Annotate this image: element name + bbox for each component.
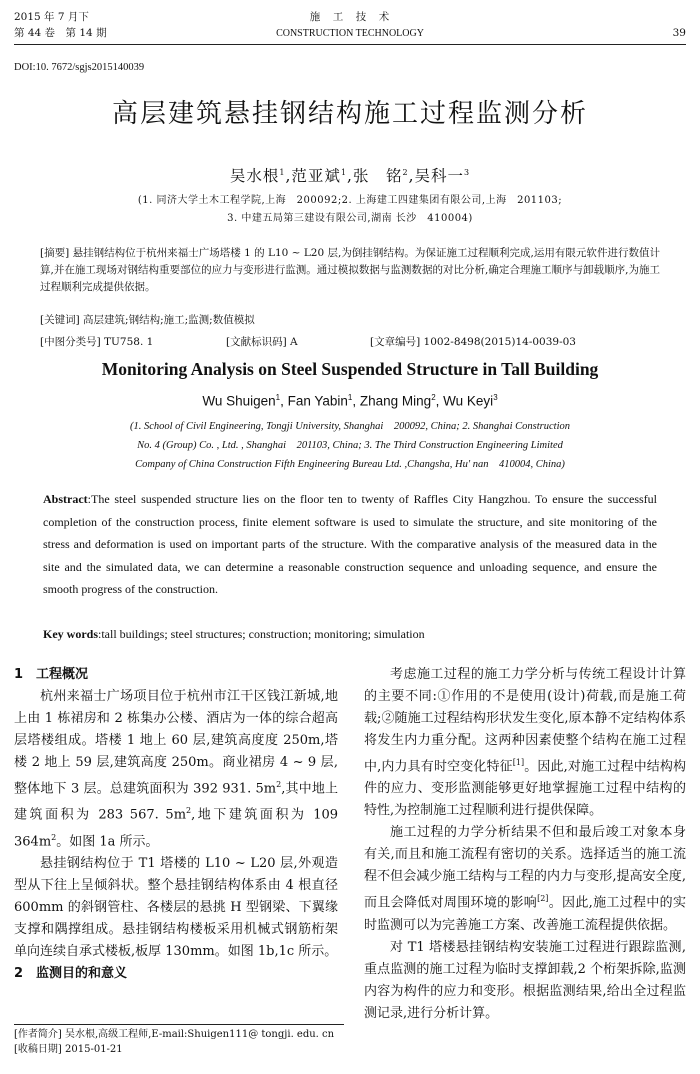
s1p1-d: 。如图 1a 所示。 (56, 833, 159, 849)
abstract-cn-text: 悬挂钢结构位于杭州来福士广场塔楼 1 的 L10 ~ L20 层,为倒挂钢结构。为保证施工过程顺利完成,运用有限元软件进行数值计算,并在施工现场对钢结构重要部位的应力与变形进行监测。通过模拟数据与监测数据的对比分析,确定合理施工顺序与卸载顺序,为施工过程顺利完成提供依据。 (40, 247, 660, 293)
keywords-cn (40, 312, 660, 329)
s1p1-sup3: 2 (51, 832, 57, 842)
abstract-cn (40, 245, 660, 296)
footnote-author-text: 吴水根,高级工程师,E-mail:Shuigen111@ tongji. edu. cn (65, 1029, 335, 1040)
author-en-3-sup: 2 (431, 393, 436, 402)
affiliation-cn-line1: (1. 同济大学土木工程学院,上海 200092;2. 上海建工四建集团有限公司,上海 201103; (137, 195, 563, 206)
article-number (370, 334, 576, 349)
clc-label: [中图分类号] (40, 336, 101, 348)
doc-label: [文献标识码] (226, 336, 287, 348)
author-en-2-sup: 1 (347, 393, 353, 402)
s1p1-a: 杭州来福士广场项目位于杭州市江干区钱江新城,地上由 1 栋裙房和 2 栋集办公楼、酒店为一体的综合超高层塔楼组成。塔楼 1 地上 60 层,建筑高度度 250m,塔楼 2 地上 59 层,建筑高度 250m。商业裙房 4 ~ 9 层,整体地下 3 层。总建筑面积为 392 931. 5m (14, 689, 338, 797)
author-cn-1: 吴水根 (229, 167, 280, 185)
affiliation-en-line1: (1. School of Civil Engineering, Tongji University, Shanghai 200092, China; 2. Shanghai Construction (129, 421, 571, 432)
header-volume: 第 44 卷 第 14 期 (14, 27, 107, 39)
abstract-en-label: Abstract (43, 492, 88, 506)
s1p1-b: ,其中地上建筑面积为 283 567. 5m (14, 781, 338, 823)
keywords-en (43, 624, 657, 644)
footnote-author-label: [作者简介] (14, 1029, 62, 1040)
s1p1-c: ,地下建筑面积为 109 364m (14, 807, 339, 849)
header-journal-cn: 施 工 技 术 (309, 11, 391, 23)
doi: DOI:10. 7672/sgjs2015140039 (14, 62, 145, 73)
abstract-cn-label: [摘要] (40, 247, 70, 259)
author-cn-3-sup: 2 (402, 167, 409, 177)
doc-value: A (290, 336, 298, 348)
left-column (14, 664, 338, 985)
s2p1-ref: [1] (512, 758, 525, 767)
affiliation-en-line2: No. 4 (Group) Co. , Ltd. , Shanghai 201103, China; 3. The Third Construction Engineering Limited (137, 440, 563, 451)
authors-en: Wu Shuigen$^1$, Fan Yabin$^1$, Zhang Ming$^2$, Wu Keyi$^3$ (202, 393, 498, 409)
article-value: 1002-8498(2015)14-0039-03 (423, 336, 576, 348)
s2p2-a: 施工过程的力学分析结果不但和最后竣工对象本身有关,而且和施工流程有密切的关系。选择适当的施工流程不但会减少施工结构与工程的内力与变形,提高安全度,而且会降低对周围环境的影响 (364, 825, 686, 911)
section2-paragraph3: 对 T1 塔楼悬挂钢结构安装施工过程进行跟踪监测,重点监测的施工过程为临时支撑卸载,2 个桁架拆除,监测内容为构件的应力和变形。根据监测结果,给出全过程监测记录,进行分析计算。 (364, 939, 686, 1021)
right-column (364, 664, 686, 1025)
author-en-4-sup: 3 (493, 393, 498, 402)
footnote-received-text: 2015-01-21 (65, 1044, 123, 1055)
s1p1-sup1: 2 (276, 780, 282, 789)
keywords-cn-label: [关键词] (40, 314, 80, 326)
author-cn-3: 张 铭 (352, 167, 403, 185)
section1-paragraph2: 悬挂钢结构位于 T1 塔楼的 L10 ~ L20 层,外观造型从下往上呈倾斜状。整个悬挂钢结构体系由 4 根直径 600mm 的斜钢管柱、各楼层的悬挑 H 型钢梁、下翼缘支撑和隅撑组成。悬挂钢结构楼板采用机械式钢筋桁架单向连续自承式楼板,板厚 130mm。如图 1b,1c 所示。 (14, 855, 338, 959)
keywords-cn-text: 高层建筑;钢结构;施工;监测;数值模拟 (83, 314, 255, 326)
document-code (226, 334, 298, 349)
header-rule (14, 44, 686, 45)
abstract-en (43, 488, 657, 601)
footnote-received-label: [收稿日期] (14, 1044, 62, 1055)
author-en-4: Wu Keyi (443, 393, 494, 409)
s2p2-b: 。因此,施工过程中的实时监测可以为完善施工方案、改善施工流程提供依据。 (364, 895, 686, 933)
author-cn-1-sup: 1 (279, 167, 286, 177)
section2-paragraph1 (364, 664, 686, 822)
section2-heading: 2 监测目的和意义 (14, 965, 128, 981)
affiliation-cn-line2: 3. 中建五局第三建设有限公司,湖南 长沙 410004) (227, 213, 473, 224)
clc-number (40, 334, 153, 349)
title-cn: 高层建筑悬挂钢结构施工过程监测分析 (111, 99, 588, 129)
author-cn-2: 范亚斌 (291, 167, 341, 185)
page-number: 39 (672, 27, 686, 39)
section1-paragraph1 (14, 686, 338, 853)
s2p2-ref: [2] (537, 894, 549, 904)
abstract-en-text: :The steel suspended structure lies on the floor ten to twenty of Raffles City Hangzhou. To ensure the successful completion of the construction process, finite element software is used to simulate the structure, and site monitoring of the stress and deformation is used on important parts of the structure. With the comparative analysis of the measured data in the site and the simulated data, we can determine a reasonable construction sequence and unloading sequence, and ensure the smooth progress of the construction. (43, 492, 657, 596)
s1p1-sup2: 2 (186, 806, 192, 816)
section1-heading: 1 工程概况 (14, 667, 89, 682)
title-en: Monitoring Analysis on Steel Suspended Structure in Tall Building (101, 359, 599, 379)
author-cn-4: 吴科一 (414, 167, 465, 185)
author-en-1-sup: 1 (275, 393, 281, 402)
s2p1-a: 考虑施工过程的施工力学分析与传统工程设计计算的主要不同:①作用的不是使用(设计)荷载,而是施工荷载;②随施工过程结构形状发生变化,原本静不定结构体系将发生内力重分配。这两种因素使整个结构在施工过程中,内力具有时空变化特征 (364, 667, 686, 775)
footnote-rule (14, 1024, 344, 1025)
authors-cn: 吴水根$^1$,范亚斌$^1$,张 铭$^2$,吴科一$^3$ (229, 167, 471, 185)
header-journal-en: CONSTRUCTION TECHNOLOGY (276, 28, 424, 39)
author-en-1: Wu Shuigen (202, 393, 276, 409)
affiliation-en-line3: Company of China Construction Fifth Engineering Bureau Ltd. ,Changsha, Hu' nan 410004, China) (135, 459, 565, 470)
article-label: [文章编号] (370, 336, 421, 348)
section2-paragraph2 (364, 822, 686, 936)
author-cn-2-sup: 1 (340, 167, 348, 177)
s2p1-b: 。因此,对施工过程中结构构件的应力、变形监测能够更好地掌握施工过程中结构的特性,为控制施工过程顺利进行提供保障。 (364, 759, 686, 819)
header-date: 2015 年 7 月下 (14, 11, 89, 23)
clc-value: TU758. 1 (104, 336, 154, 348)
keywords-en-text: :tall buildings; steel structures; construction; monitoring; simulation (98, 627, 425, 641)
author-en-3: Zhang Ming (359, 393, 432, 409)
author-cn-4-sup: 3 (464, 167, 471, 177)
footnote-received (14, 1043, 344, 1057)
footnote-author (14, 1028, 344, 1042)
keywords-en-label: Key words (43, 627, 98, 641)
author-en-2: Fan Yabin (287, 393, 348, 409)
